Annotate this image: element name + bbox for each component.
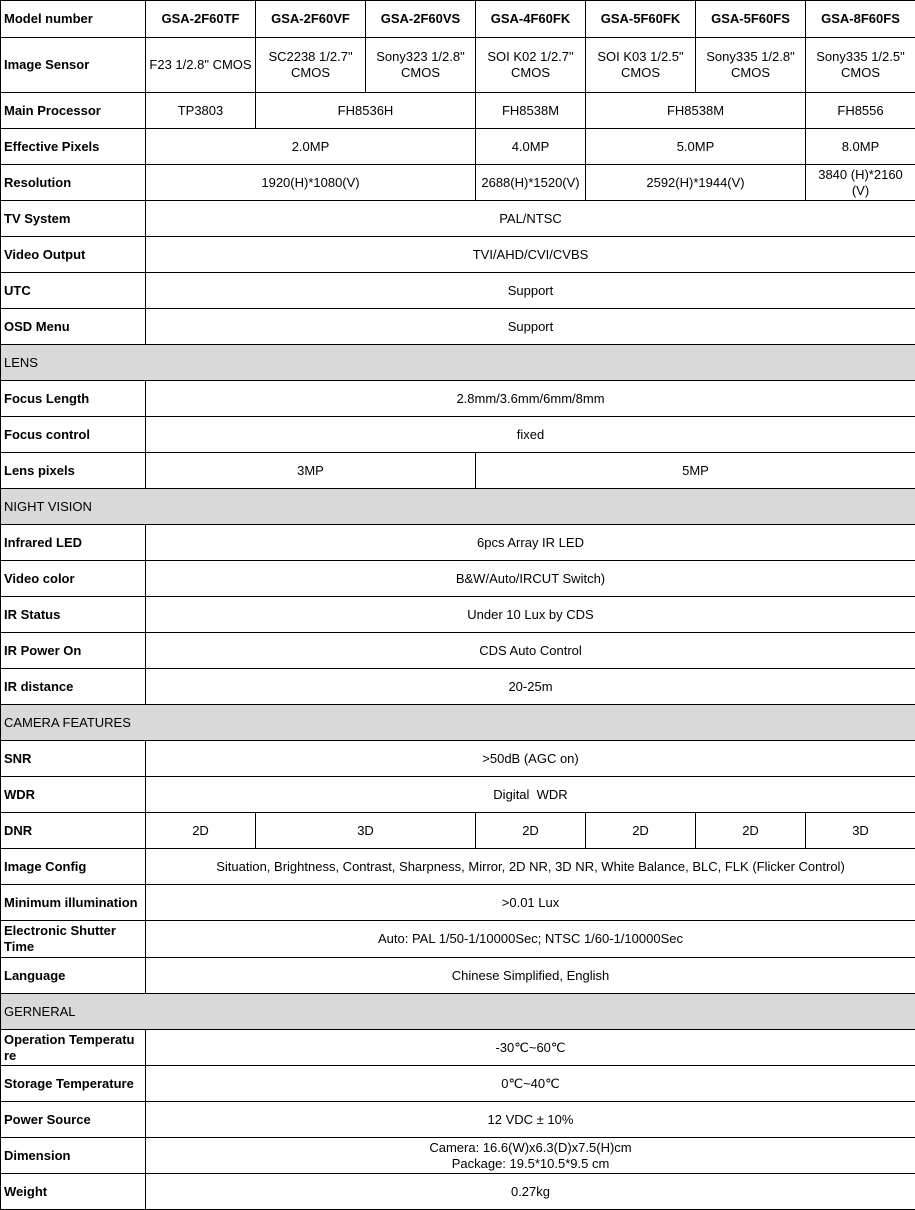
- row-focus-control: [1, 417, 915, 453]
- cell-line: CMOS: [698, 65, 803, 81]
- label-line: re: [4, 1048, 143, 1064]
- label-minimum-illumination: Minimum illumination: [1, 885, 146, 921]
- label-electronic-shutter-time: [1, 921, 146, 958]
- row-video-output: [1, 237, 915, 273]
- cell-dnr: 3D: [806, 813, 915, 849]
- model-header: GSA-5F60FS: [696, 1, 806, 38]
- row-operation-temperature: [1, 1030, 915, 1066]
- cell-focus-control: fixed: [146, 417, 915, 453]
- cell-language: Chinese Simplified, English: [146, 958, 915, 994]
- model-header: GSA-4F60FK: [476, 1, 586, 38]
- cell-line: SOI K02 1/2.7": [478, 49, 583, 65]
- row-storage-temperature: [1, 1066, 915, 1102]
- row-snr: [1, 741, 915, 777]
- label-utc: UTC: [1, 273, 146, 309]
- label-model-number: Model number: [1, 1, 146, 38]
- cell-utc: Support: [146, 273, 915, 309]
- label-language: Language: [1, 958, 146, 994]
- cell-line: SOI K03 1/2.5": [588, 49, 693, 65]
- model-header: GSA-2F60VS: [366, 1, 476, 38]
- cell-operation-temperature: -30℃~60℃: [146, 1030, 915, 1066]
- cell-line: CMOS: [808, 65, 913, 81]
- cell-resolution: 1920(H)*1080(V): [146, 165, 476, 201]
- row-osd-menu: [1, 309, 915, 345]
- row-minimum-illumination: [1, 885, 915, 921]
- cell-snr: >50dB (AGC on): [146, 741, 915, 777]
- cell-ir-distance: 20-25m: [146, 669, 915, 705]
- section-title: NIGHT VISION: [1, 489, 915, 525]
- cell-image-config: Situation, Brightness, Contrast, Sharpness, Mirror, 2D NR, 3D NR, White Balance, BLC, FLK (Flicker Control): [146, 849, 915, 885]
- section-general: [1, 994, 915, 1030]
- label-ir-power-on: IR Power On: [1, 633, 146, 669]
- label-snr: SNR: [1, 741, 146, 777]
- cell-image-sensor: [806, 38, 915, 93]
- cell-effective-pixels: 2.0MP: [146, 129, 476, 165]
- row-dnr: [1, 813, 915, 849]
- cell-dnr: 2D: [476, 813, 586, 849]
- label-main-processor: Main Processor: [1, 93, 146, 129]
- cell-main-processor: FH8556: [806, 93, 915, 129]
- model-header: GSA-8F60FS: [806, 1, 915, 38]
- cell-resolution: 3840 (H)*2160 (V): [806, 165, 915, 201]
- cell-image-sensor: [146, 38, 256, 93]
- cell-osd-menu: Support: [146, 309, 915, 345]
- cell-infrared-led: 6pcs Array IR LED: [146, 525, 915, 561]
- cell-dimension: [146, 1138, 915, 1174]
- cell-dnr: 2D: [696, 813, 806, 849]
- cell-line: Sony335 1/2.8": [698, 49, 803, 65]
- row-model-number: [1, 1, 915, 38]
- label-focus-control: Focus control: [1, 417, 146, 453]
- row-ir-status: [1, 597, 915, 633]
- cell-lens-pixels: 5MP: [476, 453, 915, 489]
- cell-line: Package: 19.5*10.5*9.5 cm: [148, 1156, 913, 1172]
- cell-focus-length: 2.8mm/3.6mm/6mm/8mm: [146, 381, 915, 417]
- cell-tv-system: PAL/NTSC: [146, 201, 915, 237]
- label-dnr: DNR: [1, 813, 146, 849]
- row-resolution: [1, 165, 915, 201]
- cell-video-output: TVI/AHD/CVI/CVBS: [146, 237, 915, 273]
- row-ir-distance: [1, 669, 915, 705]
- section-lens: [1, 345, 915, 381]
- model-header: GSA-5F60FK: [586, 1, 696, 38]
- cell-dnr: 2D: [586, 813, 696, 849]
- label-dimension: Dimension: [1, 1138, 146, 1174]
- row-video-color: [1, 561, 915, 597]
- row-ir-power-on: [1, 633, 915, 669]
- cell-resolution: 2592(H)*1944(V): [586, 165, 806, 201]
- label-line: Operation Temperatu: [4, 1032, 143, 1048]
- cell-line: F23 1/2.8" CMOS: [149, 57, 251, 72]
- label-infrared-led: Infrared LED: [1, 525, 146, 561]
- cell-dnr: 2D: [146, 813, 256, 849]
- cell-image-sensor: [476, 38, 586, 93]
- row-tv-system: [1, 201, 915, 237]
- label-focus-length: Focus Length: [1, 381, 146, 417]
- cell-effective-pixels: 5.0MP: [586, 129, 806, 165]
- model-header: GSA-2F60TF: [146, 1, 256, 38]
- cell-line: Sony335 1/2.5": [808, 49, 913, 65]
- cell-weight: 0.27kg: [146, 1174, 915, 1210]
- cell-main-processor: FH8538M: [476, 93, 586, 129]
- cell-power-source: 12 VDC ± 10%: [146, 1102, 915, 1138]
- cell-main-processor: TP3803: [146, 93, 256, 129]
- cell-image-sensor: [256, 38, 366, 93]
- label-ir-distance: IR distance: [1, 669, 146, 705]
- cell-minimum-illumination: >0.01 Lux: [146, 885, 915, 921]
- label-weight: Weight: [1, 1174, 146, 1210]
- cell-dnr: 3D: [256, 813, 476, 849]
- cell-line: CMOS: [478, 65, 583, 81]
- label-line: Time: [4, 939, 143, 955]
- cell-wdr: Digital WDR: [146, 777, 915, 813]
- cell-video-color: B&W/Auto/IRCUT Switch): [146, 561, 915, 597]
- cell-storage-temperature: 0℃~40℃: [146, 1066, 915, 1102]
- label-osd-menu: OSD Menu: [1, 309, 146, 345]
- cell-image-sensor: [366, 38, 476, 93]
- row-power-source: [1, 1102, 915, 1138]
- row-focus-length: [1, 381, 915, 417]
- cell-lens-pixels: 3MP: [146, 453, 476, 489]
- label-power-source: Power Source: [1, 1102, 146, 1138]
- row-weight: [1, 1174, 915, 1210]
- row-lens-pixels: [1, 453, 915, 489]
- row-electronic-shutter-time: [1, 921, 915, 958]
- section-title: CAMERA FEATURES: [1, 705, 915, 741]
- cell-image-sensor: [696, 38, 806, 93]
- label-ir-status: IR Status: [1, 597, 146, 633]
- row-infrared-led: [1, 525, 915, 561]
- label-resolution: Resolution: [1, 165, 146, 201]
- label-wdr: WDR: [1, 777, 146, 813]
- label-line: Electronic Shutter: [4, 923, 143, 939]
- label-operation-temperature: [1, 1030, 146, 1066]
- cell-ir-status: Under 10 Lux by CDS: [146, 597, 915, 633]
- cell-electronic-shutter-time: Auto: PAL 1/50-1/10000Sec; NTSC 1/60-1/10000Sec: [146, 921, 915, 958]
- section-camera-features: [1, 705, 915, 741]
- section-night-vision: [1, 489, 915, 525]
- row-effective-pixels: [1, 129, 915, 165]
- cell-main-processor: FH8536H: [256, 93, 476, 129]
- label-video-output: Video Output: [1, 237, 146, 273]
- label-image-sensor: Image Sensor: [1, 38, 146, 93]
- cell-effective-pixels: 8.0MP: [806, 129, 915, 165]
- cell-line: CMOS: [368, 65, 473, 81]
- label-storage-temperature: Storage Temperature: [1, 1066, 146, 1102]
- cell-image-sensor: [586, 38, 696, 93]
- cell-main-processor: FH8538M: [586, 93, 806, 129]
- cell-effective-pixels: 4.0MP: [476, 129, 586, 165]
- row-image-config: [1, 849, 915, 885]
- section-title: LENS: [1, 345, 915, 381]
- cell-line: SC2238 1/2.7": [258, 49, 363, 65]
- row-main-processor: [1, 93, 915, 129]
- section-title: GERNERAL: [1, 994, 915, 1030]
- label-effective-pixels: Effective Pixels: [1, 129, 146, 165]
- label-video-color: Video color: [1, 561, 146, 597]
- row-language: [1, 958, 915, 994]
- row-dimension: [1, 1138, 915, 1174]
- row-wdr: [1, 777, 915, 813]
- label-image-config: Image Config: [1, 849, 146, 885]
- cell-resolution: 2688(H)*1520(V): [476, 165, 586, 201]
- label-tv-system: TV System: [1, 201, 146, 237]
- cell-line: CMOS: [588, 65, 693, 81]
- cell-ir-power-on: CDS Auto Control: [146, 633, 915, 669]
- row-utc: [1, 273, 915, 309]
- model-header: GSA-2F60VF: [256, 1, 366, 38]
- cell-line: CMOS: [258, 65, 363, 81]
- label-lens-pixels: Lens pixels: [1, 453, 146, 489]
- row-image-sensor: [1, 38, 915, 93]
- cell-line: Camera: 16.6(W)x6.3(D)x7.5(H)cm: [148, 1140, 913, 1156]
- cell-line: Sony323 1/2.8": [368, 49, 473, 65]
